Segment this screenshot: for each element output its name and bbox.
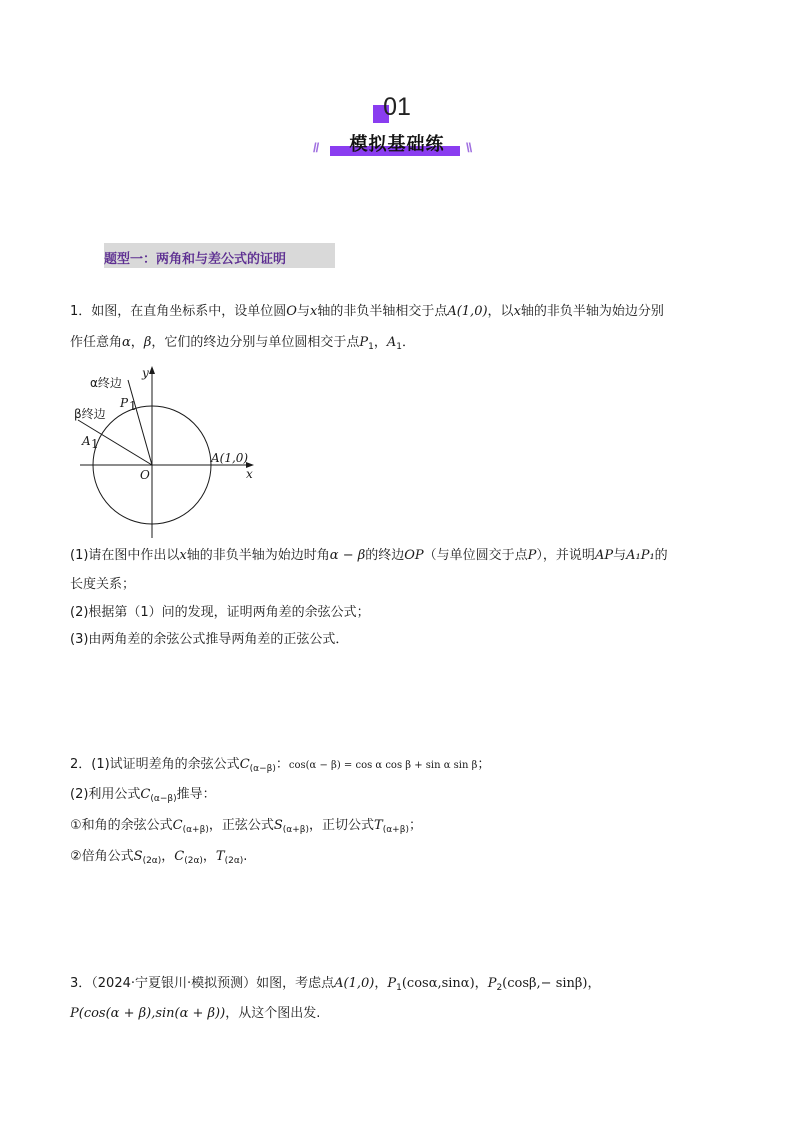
- p1-label: P: [120, 396, 129, 410]
- q2-line2: (2)利用公式$C_{(\alpha-\beta)}$推导：: [70, 787, 216, 804]
- q2-line3: ①和角的余弦公式$C_{(\alpha+\beta)}$，正弦公式$S_{(\alpha+\beta)}$，正切公式$T_{(\alpha+\beta)}$；: [70, 818, 422, 835]
- a1-label-sub: 1: [91, 437, 99, 451]
- unit-circle-figure: [70, 360, 270, 540]
- q1-line1: 1．如图，在直角坐标系中，设单位圆O与x轴的非负半轴相交于点A(1,0)，以x轴的非负半轴为始边分别: [70, 304, 664, 319]
- q1-line2: 作任意角α，β，它们的终边分别与单位圆相交于点$P_1$，$A_1$．: [70, 335, 415, 352]
- q1-part1-line2: 长度关系；: [70, 577, 136, 592]
- q2-line1: 2．(1)试证明差角的余弦公式$C_{(\alpha-\beta)}$：cos(α − β) = cos α cos β + sin α sin β；: [70, 757, 491, 774]
- point-a-label: A(1,0): [211, 451, 249, 465]
- p1-label-sub: 1: [129, 399, 137, 413]
- x-axis-label: x: [246, 467, 253, 481]
- section-title: 模拟基础练: [349, 134, 445, 155]
- q1-part1-line1: (1)请在图中作出以x轴的非负半轴为始边时角α − β的终边OP（与单位圆交于点P），并说明AP与A₁P₁的: [70, 548, 668, 563]
- section-number: 01: [383, 93, 411, 121]
- alpha-terminal-label: α终边: [90, 376, 122, 390]
- section-title-slash-left: //: [313, 140, 319, 155]
- y-axis-label: y: [142, 366, 149, 380]
- a1-label: A: [82, 434, 91, 448]
- q3-line2: P(cos(α + β),sin(α + β))，从这个图出发.: [70, 1006, 321, 1021]
- y-axis-arrow: [149, 366, 155, 374]
- q1-part3: (3)由两角差的余弦公式推导两角差的正弦公式．: [70, 632, 349, 647]
- q3-line1: 3．（2024·宁夏银川·模拟预测）如图，考虑点A(1,0)，$P_1(\cos\alpha,\sin\alpha)$，$P_2(\cos\beta,- \sin\beta)$，: [70, 976, 601, 993]
- q2-line4: ②倍角公式$S_{(2\alpha)}$，$C_{(2\alpha)}$，$T_{(2\alpha)}$.: [70, 849, 248, 866]
- topic-label: 题型一：两角和与差公式的证明: [104, 252, 287, 267]
- q1-part2: (2)根据第（1）问的发现，证明两角差的余弦公式；: [70, 605, 370, 620]
- origin-label: O: [140, 468, 150, 482]
- beta-terminal-label: β终边: [74, 407, 106, 421]
- section-title-slash-right: \\: [466, 140, 472, 155]
